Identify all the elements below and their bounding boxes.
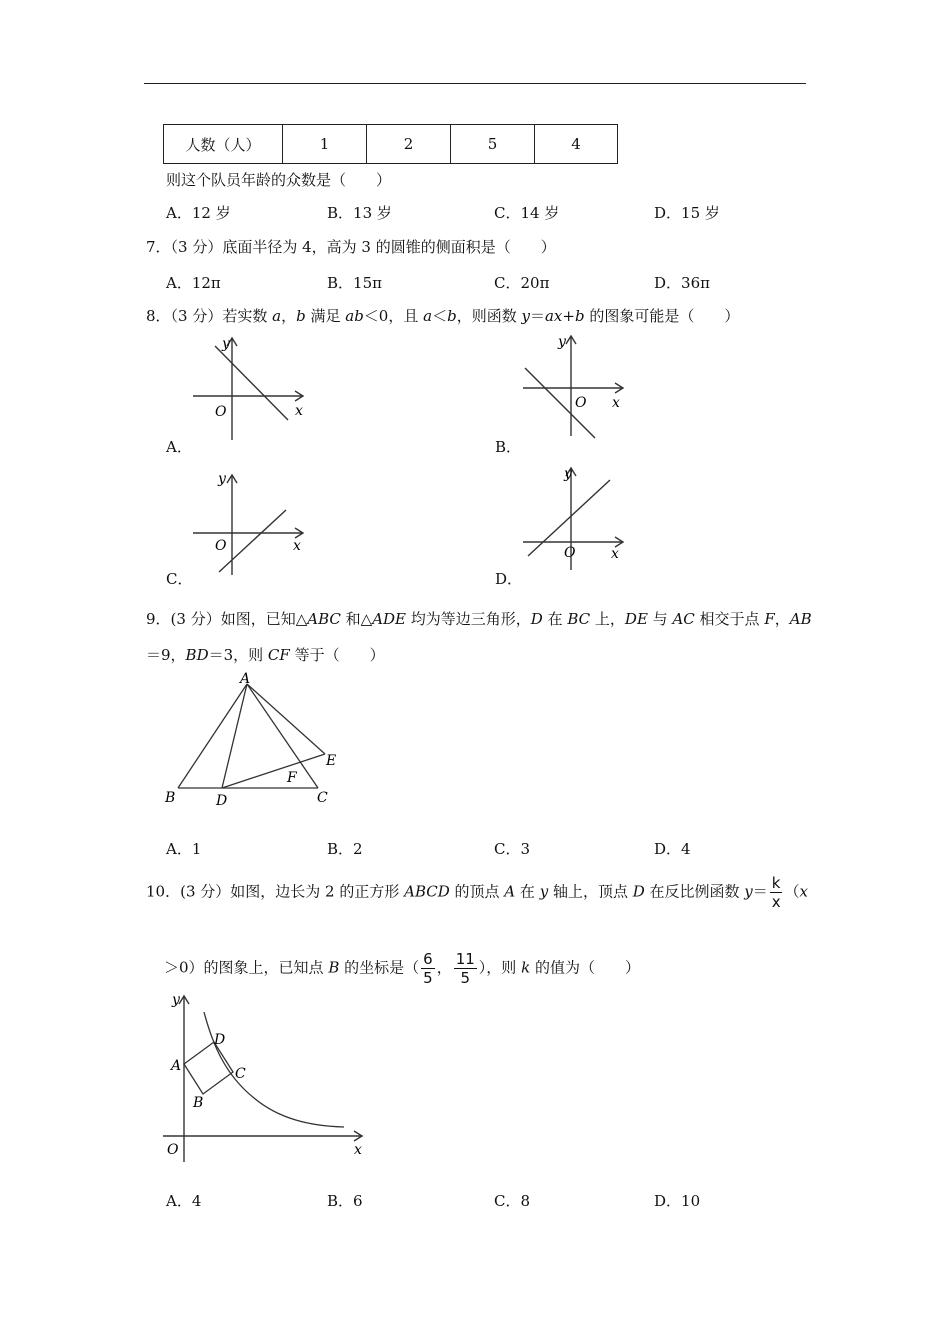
table-cell: 5 bbox=[451, 125, 535, 164]
q6-option-d: D．15 岁 bbox=[654, 204, 720, 222]
svg-text:A: A bbox=[171, 1058, 182, 1074]
q8-label-c: C． bbox=[166, 570, 193, 588]
q9-stem-line1: 9．(3 分）如图，已知△ABC 和△ADE 均为等边三角形，D 在 BC 上，DE 与 AC 相交于点 F，AB bbox=[146, 610, 812, 628]
svg-text:x: x bbox=[295, 403, 303, 419]
svg-text:y: y bbox=[218, 471, 226, 487]
svg-text:x: x bbox=[611, 546, 619, 562]
svg-text:x: x bbox=[293, 538, 301, 554]
q9-option-a: A．1 bbox=[166, 840, 202, 858]
q7-option-d: D．36π bbox=[654, 274, 710, 292]
svg-text:x: x bbox=[354, 1142, 362, 1158]
q10-option-d: D．10 bbox=[654, 1192, 701, 1210]
svg-text:D: D bbox=[216, 793, 228, 809]
svg-text:D: D bbox=[214, 1032, 226, 1048]
table-cell: 1 bbox=[283, 125, 367, 164]
svg-text:y: y bbox=[564, 466, 572, 482]
table-header-cell: 人数（人） bbox=[164, 125, 283, 164]
svg-text:A: A bbox=[240, 671, 251, 687]
q8-label-b: B． bbox=[495, 438, 522, 456]
svg-text:B: B bbox=[165, 790, 176, 806]
svg-text:y: y bbox=[222, 336, 230, 352]
q6-option-c: C．14 岁 bbox=[494, 204, 560, 222]
svg-text:B: B bbox=[193, 1095, 204, 1111]
svg-text:O: O bbox=[215, 538, 227, 554]
q10-option-c: C．8 bbox=[494, 1192, 531, 1210]
table-cell: 4 bbox=[535, 125, 618, 164]
q8-label-a: A． bbox=[166, 438, 192, 456]
q6-option-a: A．12 岁 bbox=[166, 204, 231, 222]
q8-stem: 8．（3 分）若实数 a，b 满足 ab＜0，且 a＜b，则函数 y＝ax+b 的图象可能是（ ） bbox=[146, 307, 740, 325]
svg-text:y: y bbox=[558, 334, 566, 350]
fraction-k-over-x: $\frac{k}{x}$ bbox=[771, 874, 781, 911]
svg-text:O: O bbox=[215, 404, 227, 420]
q9-stem-line2: ＝9，BD＝3，则 CF 等于（ ） bbox=[146, 646, 385, 664]
svg-text:C: C bbox=[235, 1066, 246, 1082]
q8-graph-a bbox=[185, 332, 315, 444]
header-rule bbox=[144, 83, 806, 84]
q10-square-hyperbola-figure bbox=[158, 990, 378, 1165]
q10-stem-line2: ＞0）的图象上，已知点 B 的坐标是（ $\frac{6}{5}$ ， $\frac{11}{5}$ ），则 k 的值为（ ） bbox=[164, 950, 640, 987]
q7-option-c: C．20π bbox=[494, 274, 550, 292]
q6-stem: 则这个队员年龄的众数是（ ） bbox=[166, 171, 392, 189]
q10-option-a: A．4 bbox=[166, 1192, 202, 1210]
q8-graph-d bbox=[515, 462, 645, 574]
age-count-table bbox=[163, 124, 618, 164]
q8-graph-c bbox=[185, 465, 315, 577]
q9-triangle-figure bbox=[160, 668, 350, 813]
q7-option-b: B．15π bbox=[327, 274, 382, 292]
q9-option-d: D．4 bbox=[654, 840, 691, 858]
q7-stem: 7．（3 分）底面半径为 4，高为 3 的圆锥的侧面积是（ ） bbox=[146, 238, 556, 256]
svg-text:C: C bbox=[317, 790, 328, 806]
q10-option-b: B．6 bbox=[327, 1192, 363, 1210]
svg-text:O: O bbox=[575, 395, 587, 411]
table-row bbox=[164, 125, 618, 164]
fraction-11-5: $\frac{11}{5}$ bbox=[455, 950, 475, 987]
q8-graph-b bbox=[515, 332, 645, 444]
svg-text:y: y bbox=[172, 992, 180, 1008]
svg-text:O: O bbox=[167, 1142, 179, 1158]
q8-label-d: D． bbox=[495, 570, 523, 588]
q9-option-b: B．2 bbox=[327, 840, 363, 858]
q10-stem-line1: 10．(3 分）如图，边长为 2 的正方形 ABCD 的顶点 A 在 y 轴上，顶点 D 在反比例函数 y＝ $\frac{k}{x}$ （x bbox=[146, 874, 808, 911]
q9-option-c: C．3 bbox=[494, 840, 531, 858]
svg-text:E: E bbox=[326, 753, 337, 769]
table-cell: 2 bbox=[367, 125, 451, 164]
svg-text:x: x bbox=[612, 395, 620, 411]
svg-text:F: F bbox=[287, 770, 297, 786]
q6-option-b: B．13 岁 bbox=[327, 204, 392, 222]
q7-option-a: A．12π bbox=[166, 274, 221, 292]
svg-text:O: O bbox=[564, 545, 576, 561]
fraction-6-5: $\frac{6}{5}$ bbox=[423, 950, 433, 987]
